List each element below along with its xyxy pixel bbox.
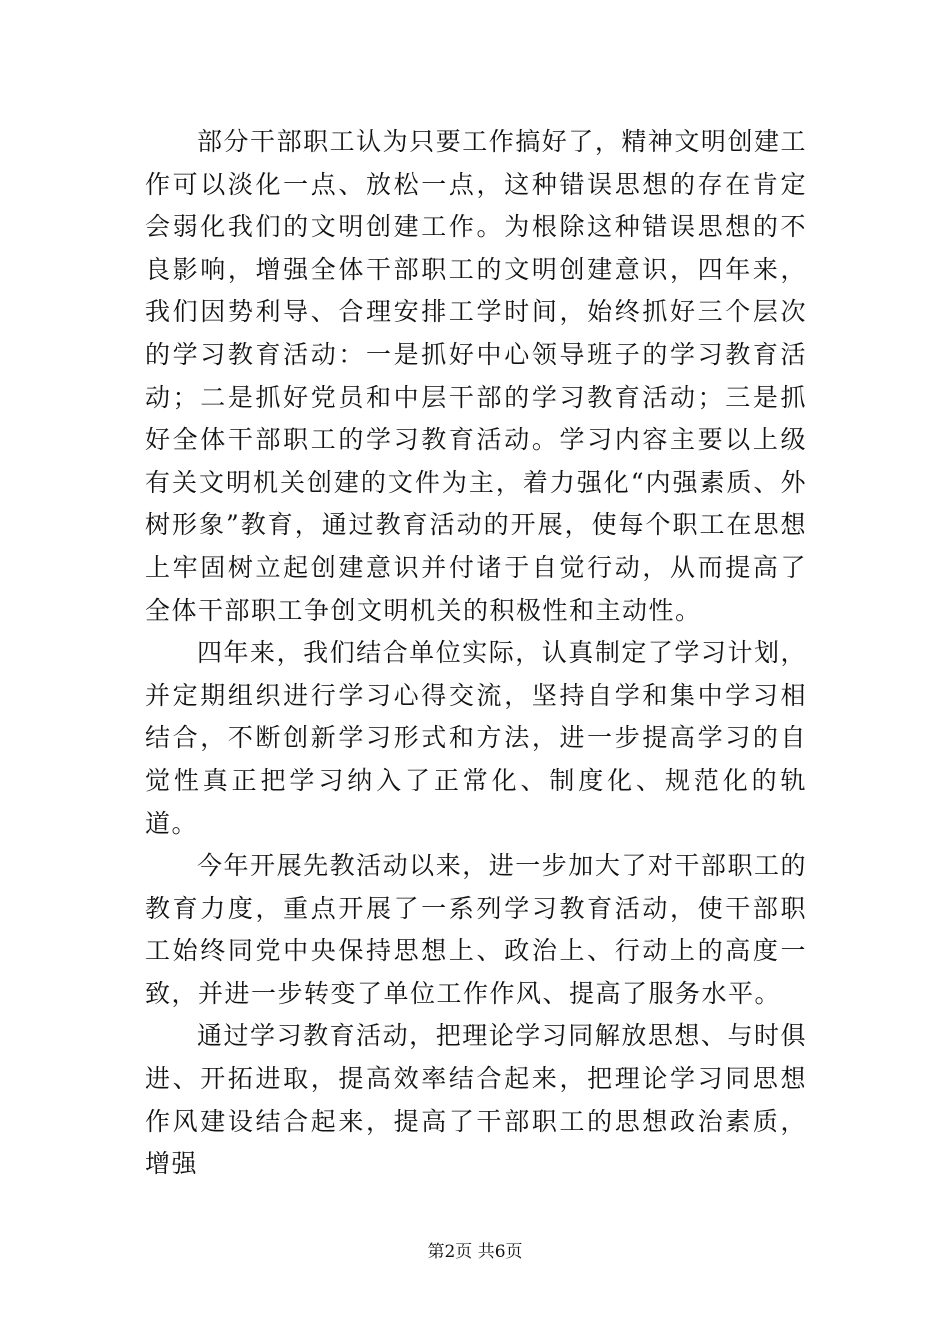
paragraph-4: 通过学习教育活动，把理论学习同解放思想、与时俱进、开拓进取，提高效率结合起来，把理论学习同思想作风建设结合起来，提高了干部职工的思想政治素质，增强 (145, 1021, 807, 1179)
page-number-footer: 第2页 共6页 (427, 1242, 523, 1262)
paragraph-1: 部分干部职工认为只要工作搞好了，精神文明创建工作可以淡化一点、放松一点，这种错误思想的存在肯定会弱化我们的文明创建工作。为根除这种错误思想的不良影响，增强全体干部职工的文明创建意识，四年来，我们因势利导、合理安排工学时间，始终抓好三个层次的学习教育活动：一是抓好中心领导班子的学习教育活动；二是抓好党员和中层干部的学习教育活动；三是抓好全体干部职工的学习教育活动。学习内容主要以上级有关文明机关创建的文件为主，着力强化“内强素质、外树形象”教育，通过教育活动的开展，使每个职工在思想上牢固树立起创建意识并付诸于自觉行动，从而提高了全体干部职工争创文明机关的积极性和主动性。 (145, 127, 807, 625)
paragraph-3: 今年开展先教活动以来，进一步加大了对干部职工的教育力度，重点开展了一系列学习教育活动，使干部职工始终同党中央保持思想上、政治上、行动上的高度一致，并进一步转变了单位工作作风、提高了服务水平。 (145, 851, 807, 1008)
paragraph-2: 四年来，我们结合单位实际，认真制定了学习计划，并定期组织进行学习心得交流，坚持自学和集中学习相结合，不断创新学习形式和方法，进一步提高学习的自觉性真正把学习纳入了正常化、制度化、规范化的轨道。 (145, 638, 807, 838)
document-body (145, 121, 807, 1186)
